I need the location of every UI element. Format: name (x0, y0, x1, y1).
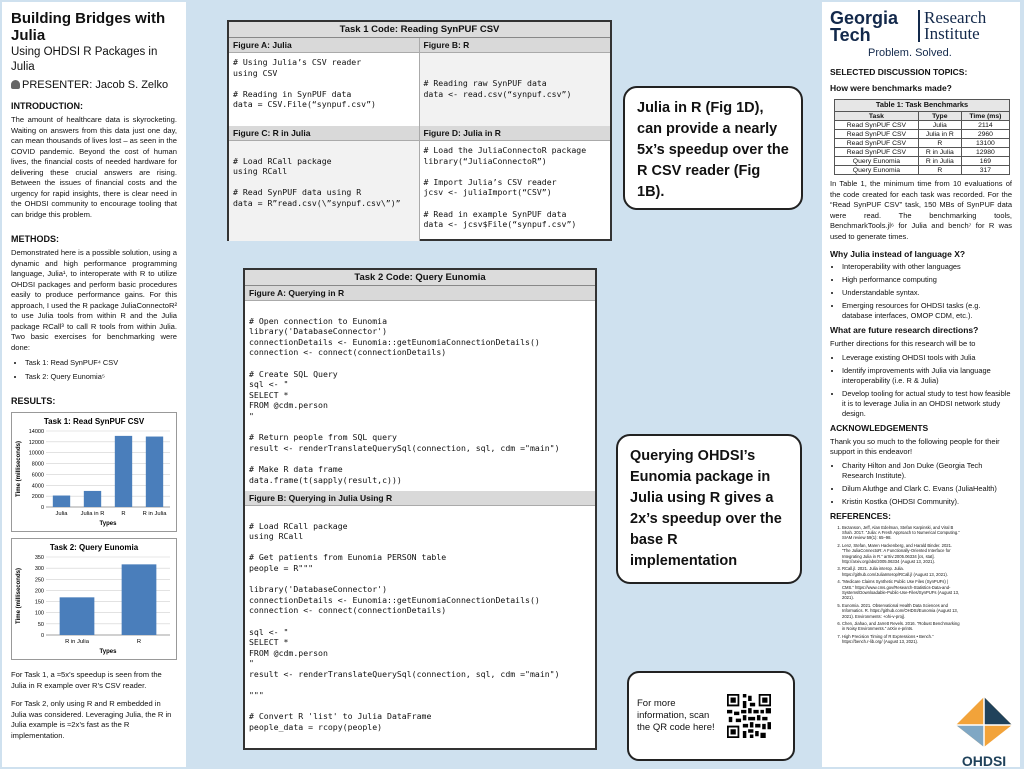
results-note-2: For Task 2, only using R and R embedded in Julia was considered. Leveraging Julia, the R in Julia example is ≈2x’s fast as the R implementation. (11, 699, 172, 740)
benchmark-table (834, 99, 1010, 175)
results-notes (11, 670, 177, 741)
table-cell: R (918, 166, 961, 175)
presenter-name: PRESENTER: Jacob S. Zelko (22, 79, 169, 91)
q1-heading: How were benchmarks made? (830, 83, 952, 93)
logo-gtri-text: Research Institute (918, 10, 1008, 42)
gtri-logo (830, 10, 1012, 44)
table-caption: Table 1: Task Benchmarks (834, 99, 1010, 111)
chart-task1 (11, 412, 177, 532)
list-item: • Task 2: Query Eunomia⁵ (25, 372, 177, 382)
y-tick-label: 10000 (28, 450, 44, 457)
list-item: • High performance computing (842, 275, 1012, 285)
task2-fig-b-code: # Load RCall package using RCall # Get patients from Eunomia PERSON table people = R""" library('DatabaseConnector') connectionDetails <- Eunomia::getEunomiaConnectionDetails() connection <- connect(connectionDetails) sql <- " SELECT * FROM @cdm.person " result <- renderTranslateQuerySql(connection, sql, cdm ="main") """ # Convert R 'list' to Julia DataFrame people_data = rcopy(people) (249, 520, 560, 732)
table-cell: Read SynPUF CSV (835, 130, 919, 139)
table-cell: Julia (918, 121, 961, 130)
table-cell: 12980 (961, 148, 1009, 157)
table-cell: R in Julia (918, 157, 961, 166)
fig-a-code: # Using Julia’s CSV reader using CSV # Reading in SynPUF data data = CSV.File(“synpuf.csv”) (233, 57, 376, 110)
chart-task1-svg (12, 413, 176, 531)
task2-title: Task 2 Code: Query Eunomia (245, 270, 595, 286)
table-row (835, 166, 1010, 175)
y-tick-label: 12000 (28, 439, 44, 446)
list-item: • Identify improvements with Julia via language interoperability (i.e. R & Julia) (842, 366, 1012, 386)
list-item: • Interoperability with other languages (842, 262, 1012, 272)
y-tick-label: 4000 (31, 483, 44, 490)
ack-intro: Thank you so much to the following people for their support in this endeavor! (830, 436, 1000, 456)
list-item: • Understandable syntax. (842, 288, 1012, 298)
table-cell: Read SynPUF CSV (835, 121, 919, 130)
fig-a-label: Figure A: Julia (229, 38, 419, 53)
table-cell: 169 (961, 157, 1009, 166)
q2-heading: Why Julia instead of language X? (830, 249, 966, 259)
list-item: 6. Chen, Jiahao, and Jarrett Revels. 2016. “Robust Benchmarking in Noisy Environments.” arXiv e-prints. (842, 621, 960, 632)
why-list (842, 262, 1012, 321)
person-icon (11, 80, 20, 89)
table-cell: 2960 (961, 130, 1009, 139)
topics-heading: SELECTED DISCUSSION TOPICS: (830, 67, 968, 77)
list-item: • Leverage existing OHDSI tools with Julia (842, 353, 1012, 363)
table-cell: Read SynPUF CSV (835, 148, 919, 157)
fig-d-code: # Load the JuliaConnectoR package library(“JuliaConnectoR”) # Import Julia’s CSV reader jcsv <- juliaImport(“CSV”) # Read in example SynPUF data data <- jcsv$File(“synpuf.csv”) (423, 145, 587, 230)
list-item: 3. RCall.jl. 2021. Julia interop. Julia. https://github.com/JuliaInterop/RCall.jl (August 13, 2021). (842, 566, 960, 577)
y-tick-label: 150 (34, 599, 44, 606)
bar (115, 436, 132, 507)
table-cell: Query Eunomia (835, 157, 919, 166)
task2-fig-a-label: Figure A: Querying in R (245, 286, 595, 301)
task2-fig-a-code: # Open connection to Eunomia library('DatabaseConnector') connectionDetails <- Eunomia::getEunomiaConnectionDetails() connection <- connect(connectionDetails) # Create SQL Query sql <- " SELECT * FROM @cdm.person " # Return people from SQL query result <- renderTranslateQuerySql(connection, sql, cdm ="main") # Make R data frame data.frame(t(sapply(result,c))) (249, 315, 560, 485)
ohdsi-text: OHDSI (961, 753, 1007, 769)
logo-gt-text: Georgia Tech (830, 8, 899, 45)
task1-grid (229, 38, 610, 241)
table-cell: 317 (961, 166, 1009, 175)
y-tick-label: 100 (34, 610, 44, 617)
x-tick-label: R (121, 511, 126, 517)
x-tick-label: R in Julia (142, 511, 167, 517)
list-item: 4. “Medicare Claims Synthetic Public Use Files (SynPUFs) | CMS.” https://www.cms.gov/Research-Statistics-Data-and-Systems/Downloadable-Public-Use-Files/SynPUFs (August 13, 2021). (842, 579, 960, 601)
y-tick-label: 2000 (31, 494, 44, 501)
list-item: 2. Lenz, Stefan, Maren Hackenberg, and Harald Binder. 2021. “The JuliaConnectoR: A Functionally-Oriented Interface for Integrating Julia in R.” arXiv:2005.06334 [cs, stat]. http://arxiv.org/abs/2005.06334 (August 13, 2021). (842, 543, 960, 565)
list-item: • Develop tooling for actual study to test how feasible it is to leverage Julia in an OHDSI network study design. (842, 389, 1012, 419)
y-tick-label: 300 (34, 566, 44, 573)
fig-b-code: # Reading raw SynPUF data data <- read.csv(“synpuf.csv”) (420, 53, 611, 126)
x-axis-label: Types (99, 649, 117, 655)
y-axis-label: Time (milliseconds) (16, 441, 22, 497)
results-heading: RESULTS: (11, 396, 56, 406)
chart-title: Task 2: Query Eunomia (49, 543, 139, 552)
table-header-row (835, 112, 1010, 121)
task2-code-panel (243, 268, 597, 750)
x-tick-label: R in Julia (65, 639, 89, 645)
methods-text: Demonstrated here is a possible solution, using a dynamic and high performance programming language, Julia¹, to interoperate with R to utilize OHDSI packages and perform basic procedures easily to produce performance gains. For this approach, I used the R package JuliaConnectoR² to use Julia tools from within R and the Julia package RCall³ to call R tools from within Julia. Two basic exercises for benchmarking were done: (11, 248, 177, 352)
fig-c-code: # Load RCall package using RCall # Read SynPUF data using R data = R”read.csv(\”synpuf.csv\”)” (229, 141, 419, 241)
y-tick-label: 250 (34, 577, 44, 584)
bar (60, 597, 95, 635)
x-tick-label: Julia in R (80, 511, 105, 517)
chart-task2-svg (12, 539, 176, 659)
results-note-1: For Task 1, a ≈5x’s speedup is seen from the Julia in R example over R’s CSV reader. (11, 670, 162, 690)
y-tick-label: 14000 (28, 429, 44, 435)
intro-heading: INTRODUCTION: (11, 101, 83, 111)
table-header: Type (918, 112, 961, 121)
bar (122, 564, 157, 635)
table-header: Task (835, 112, 919, 121)
fig-c-cell (229, 126, 420, 241)
intro-text: The amount of healthcare data is skyrocketing. Waiting on answers from this data just one day, can mean thousands of lives lost – as seen in the COVID pandemic. Beyond the cost of human lives, the financial costs of needed hardware for delivering these crucial answers are rising. Between the issues of financial costs and the urgency for rapid insights, there is clear need in the OHDSI community to encourage tooling that can bridge this problem. (11, 115, 177, 219)
y-tick-label: 0 (40, 505, 44, 511)
bar (84, 491, 101, 507)
list-item: 5. Eunomia. 2021. Observational Health Data Sciences and Informatics. R. https://github.com/OHDSI/Eunomia (August 13, 2021). Environments: +ohi-v-proj). (842, 603, 960, 619)
list-item: • Charity Hilton and Jon Duke (Georgia Tech Research Institute). (842, 461, 1012, 481)
ohdsi-logo (952, 695, 1016, 769)
table-cell: Julia in R (918, 130, 961, 139)
fig-b-cell (420, 38, 611, 126)
left-column (2, 2, 186, 767)
chart-task2 (11, 538, 177, 660)
fig-d-label: Figure D: Julia in R (420, 126, 611, 141)
ack-list (842, 461, 1012, 507)
bar (146, 437, 163, 507)
list-item: 1. Bezanson, Jeff, Alan Edelman, Stefan Karpinski, and Viral B Shah. 2017. “Julia: A Fresh Approach to Numerical Computing.” SIAM review 59(1): 65–98. (842, 525, 960, 541)
right-column (822, 2, 1020, 767)
y-tick-label: 200 (34, 588, 44, 595)
methods-heading: METHODS: (11, 234, 59, 244)
future-list (842, 353, 1012, 419)
qr-code-icon[interactable] (727, 694, 771, 738)
ack-heading: ACKNOWLEDGEMENTS (830, 422, 929, 433)
list-item: • Emerging resources for OHDSI tasks (e.g. database interfaces, OMOP CDM, etc.). (842, 301, 1012, 321)
chart-title: Task 1: Read SynPUF CSV (43, 417, 145, 426)
qr-callout (627, 671, 795, 761)
fig-a-cell (229, 38, 420, 126)
poster-subtitle: Using OHDSI R Packages in Julia (11, 46, 158, 73)
table-row (835, 148, 1010, 157)
table-cell: R in Julia (918, 148, 961, 157)
task2-fig-b-label: Figure B: Querying in Julia Using R (245, 491, 595, 506)
table-cell: R (918, 139, 961, 148)
x-axis-label: Types (99, 521, 117, 527)
y-tick-label: 50 (37, 621, 44, 628)
table-note: In Table 1, the minimum time from 10 evaluations of the code created for each task was recorded. For the “Read SynPUF CSV” task, 150 MBs of SynPUF data were read. The benchmarking tools, BenchmarkTools.jl⁶ for Julia and bench⁷ for R was used to generate times. (830, 179, 1012, 241)
logo-tagline: Problem. Solved. (868, 47, 952, 59)
ohdsi-logo-icon (952, 695, 1016, 749)
task1-code-panel (227, 20, 612, 241)
table-row (835, 139, 1010, 148)
list-item: • Task 1: Read SynPUF⁴ CSV (25, 358, 177, 368)
refs-heading: REFERENCES: (830, 510, 891, 521)
y-axis-label: Time (milliseconds) (16, 568, 22, 624)
y-tick-label: 350 (34, 555, 44, 561)
table-cell: 2114 (961, 121, 1009, 130)
table-cell: 13100 (961, 139, 1009, 148)
table-cell: Read SynPUF CSV (835, 139, 919, 148)
list-item: 7. High Precision Timing of R Expressions • Bench.” https://bench.r-lib.org/ (August 13, 2021). (842, 634, 960, 645)
refs-list (842, 525, 960, 645)
future-intro: Further directions for this research will be to (830, 339, 976, 348)
x-tick-label: R (136, 639, 142, 645)
task1-title: Task 1 Code: Reading SynPUF CSV (229, 22, 610, 38)
bar (53, 496, 70, 507)
table-header: Time (ms) (961, 112, 1009, 121)
methods-list (25, 358, 177, 382)
poster-title: Building Bridges with Julia (11, 10, 166, 44)
y-tick-label: 0 (40, 633, 44, 639)
callout-task1: Julia in R (Fig 1D), can provide a nearly 5x’s speedup over the R CSV reader (Fig 1B). (623, 86, 803, 210)
q3-heading: What are future research directions? (830, 325, 979, 335)
presenter (11, 79, 177, 91)
fig-b-label: Figure B: R (420, 38, 611, 53)
table-row (835, 121, 1010, 130)
fig-d-cell (420, 126, 611, 241)
table-row (835, 130, 1010, 139)
list-item: • Dilum Aluthge and Clark C. Evans (JuliaHealth) (842, 484, 1012, 494)
qr-text: For more information, scan the QR code here! (637, 698, 715, 733)
y-tick-label: 6000 (31, 472, 44, 479)
y-tick-label: 8000 (31, 461, 44, 468)
table-cell: Query Eunomia (835, 166, 919, 175)
callout-task2: Querying OHDSI’s Eunomia package in Julia using R gives a 2x’s speedup over the base R implementation (616, 434, 802, 584)
fig-c-label: Figure C: R in Julia (229, 126, 419, 141)
list-item: • Kristin Kostka (OHDSI Community). (842, 497, 1012, 507)
table-row (835, 157, 1010, 166)
x-tick-label: Julia (55, 511, 68, 517)
